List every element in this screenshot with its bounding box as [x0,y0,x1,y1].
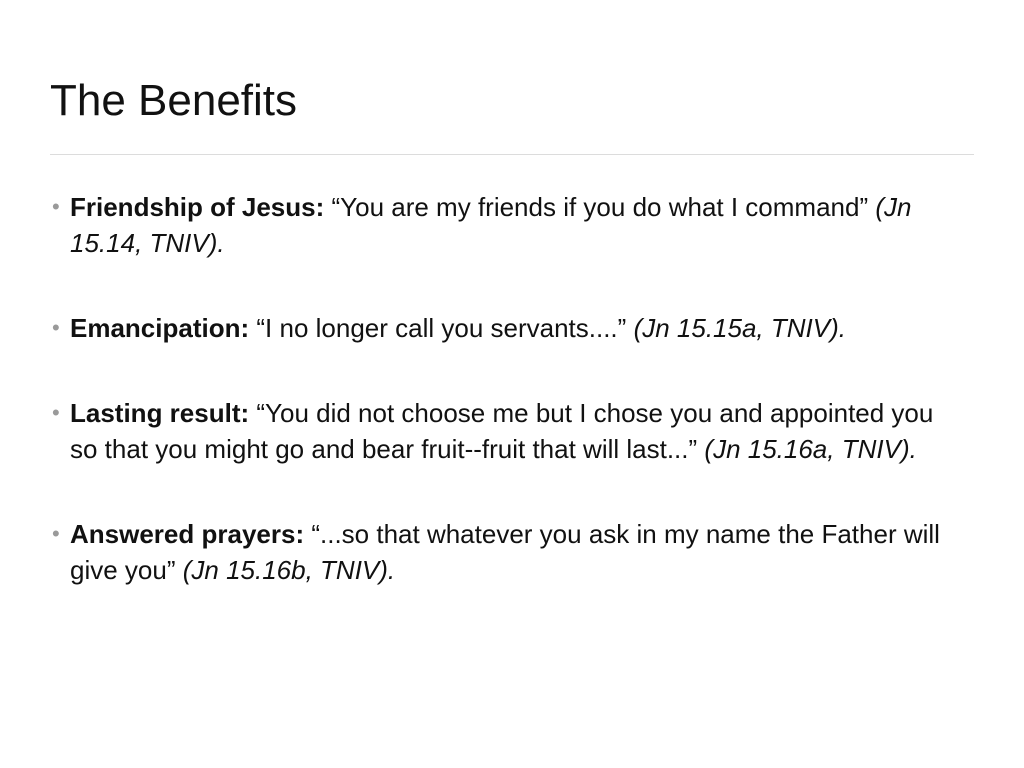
bullet-dot-icon: • [52,521,60,546]
bullet-dot-icon: • [52,315,60,340]
bullet-quote: “...so that whatever you ask in my name the Father will give you” [70,519,940,585]
bullet-term: Answered prayers: [70,519,305,549]
bullet-item-lasting-result [44,395,944,467]
bullet-term: Lasting result: [70,398,250,428]
bullet-item-emancipation [44,310,944,346]
bullet-quote: “You are my friends if you do what I command” [331,192,869,222]
benefits-list [44,189,944,637]
bullet-quote: “I no longer call you servants....” [256,313,627,343]
bullet-item-friendship [44,189,944,261]
bullet-reference: (Jn 15.16b, TNIV). [182,555,396,585]
bullet-reference: (Jn 15.15a, TNIV). [633,313,846,343]
bullet-quote: “You did not choose me but I chose you and appointed you so that you might go and bear fruit--fruit that will last...” [70,398,934,464]
slide-title: The Benefits [50,76,298,125]
title-divider [50,154,974,155]
bullet-term: Friendship of Jesus: [70,192,325,222]
bullet-dot-icon: • [52,400,60,425]
bullet-reference: (Jn 15.14, TNIV). [70,192,912,258]
bullet-item-answered-prayers [44,516,944,588]
bullet-term: Emancipation: [70,313,250,343]
bullet-reference: (Jn 15.16a, TNIV). [704,434,917,464]
bullet-dot-icon: • [52,194,60,219]
